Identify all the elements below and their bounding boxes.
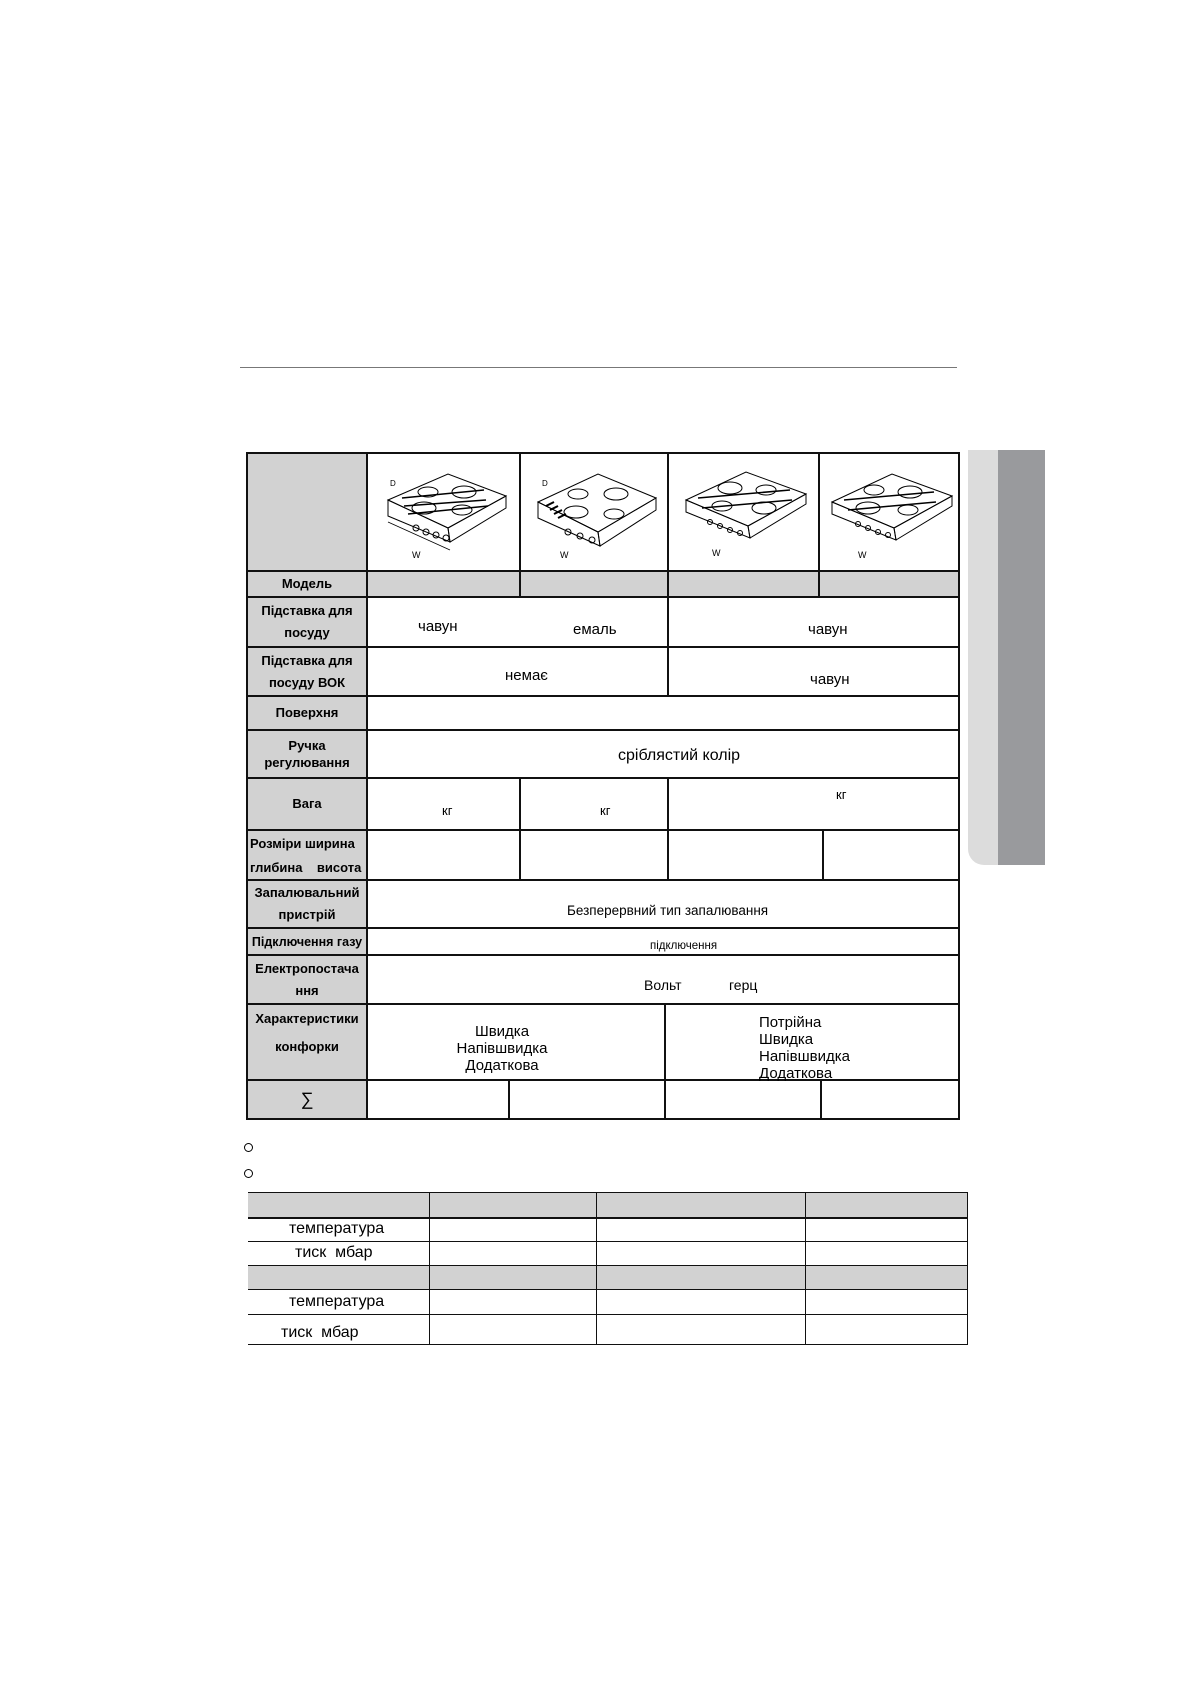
- svg-text:D: D: [389, 479, 396, 488]
- weight-value-1: кг: [442, 803, 453, 818]
- row-label-dimensions: [250, 832, 366, 880]
- weight-value-34: кг: [836, 787, 847, 802]
- burner-left-1: Швидка: [474, 1023, 530, 1040]
- row-label-wok-support: Підставка для посуду ВОК: [261, 652, 353, 690]
- row-label-pan-support: Підставка для посуду: [261, 603, 353, 640]
- igniter-value: Безперервний тип запалювання: [567, 903, 769, 918]
- row-label-dimensions-1: Розміри ширина: [250, 836, 355, 851]
- header-rule: [240, 367, 957, 368]
- svg-text:D: D: [542, 479, 548, 488]
- gas-row-temp-2: температура: [289, 1293, 385, 1310]
- burner-right-4: Додаткова: [759, 1065, 833, 1082]
- row-label-igniter: Запалювальний пристрій: [254, 885, 360, 922]
- gas-header-shade-2: [248, 1265, 968, 1289]
- burner-right-1: Потрійна: [759, 1014, 822, 1031]
- weight-value-2: кг: [600, 803, 611, 818]
- burner-left-2: Напівшвидка: [456, 1040, 548, 1057]
- pan-support-value-34: чавун: [808, 621, 848, 638]
- svg-text:W: W: [711, 548, 720, 558]
- power-volt-value: Вольт: [644, 977, 682, 993]
- row-label-burners: Характеристики конфорки: [255, 1011, 359, 1054]
- pan-support-value-2: емаль: [573, 621, 617, 638]
- gas-header-shade-1: [248, 1193, 968, 1217]
- gas-connection-value: підключення: [650, 940, 718, 952]
- hob-image-3: [669, 454, 818, 570]
- row-label-model: Модель: [281, 576, 333, 591]
- hob-image-4: [820, 454, 958, 570]
- svg-text:W: W: [411, 550, 420, 560]
- row-label-power: Електропостачання: [255, 960, 359, 998]
- hob-image-2: [521, 454, 667, 570]
- hob-image-1: [368, 454, 519, 570]
- row-label-gas-connection: Підключення газу: [251, 934, 363, 949]
- gas-row-pressure-2: тиск мбар: [281, 1324, 359, 1341]
- gas-row-pressure-1: тиск мбар: [295, 1244, 373, 1261]
- side-tab-dark: [998, 450, 1045, 865]
- svg-text:W: W: [560, 550, 569, 560]
- sum-icon: ∑: [300, 1089, 314, 1109]
- wok-value-34: чавун: [810, 671, 850, 688]
- pan-support-value-1: чавун: [418, 618, 458, 635]
- burners-right-list: [759, 1014, 850, 1082]
- bullet-2: [244, 1169, 253, 1178]
- row-label-dimensions-2: глибина висота: [250, 860, 362, 875]
- burner-right-3: Напівшвидка: [759, 1048, 850, 1065]
- power-hz-value: герц: [729, 977, 758, 993]
- wok-value-12: немає: [505, 667, 548, 684]
- bullet-1: [244, 1143, 253, 1152]
- svg-text:W: W: [858, 550, 867, 560]
- row-label-surface: Поверхня: [275, 705, 339, 720]
- model-row-shade: [367, 571, 959, 596]
- burner-right-2: Швидка: [759, 1031, 814, 1048]
- burners-left-list: [452, 1023, 552, 1074]
- row-label-knob: Ручка регулювання: [264, 738, 350, 770]
- burner-left-3: Додаткова: [465, 1057, 539, 1074]
- gas-row-temp-1: температура: [289, 1220, 385, 1237]
- knob-value: сріблястий колір: [618, 747, 741, 764]
- row-label-weight: Вага: [292, 796, 322, 811]
